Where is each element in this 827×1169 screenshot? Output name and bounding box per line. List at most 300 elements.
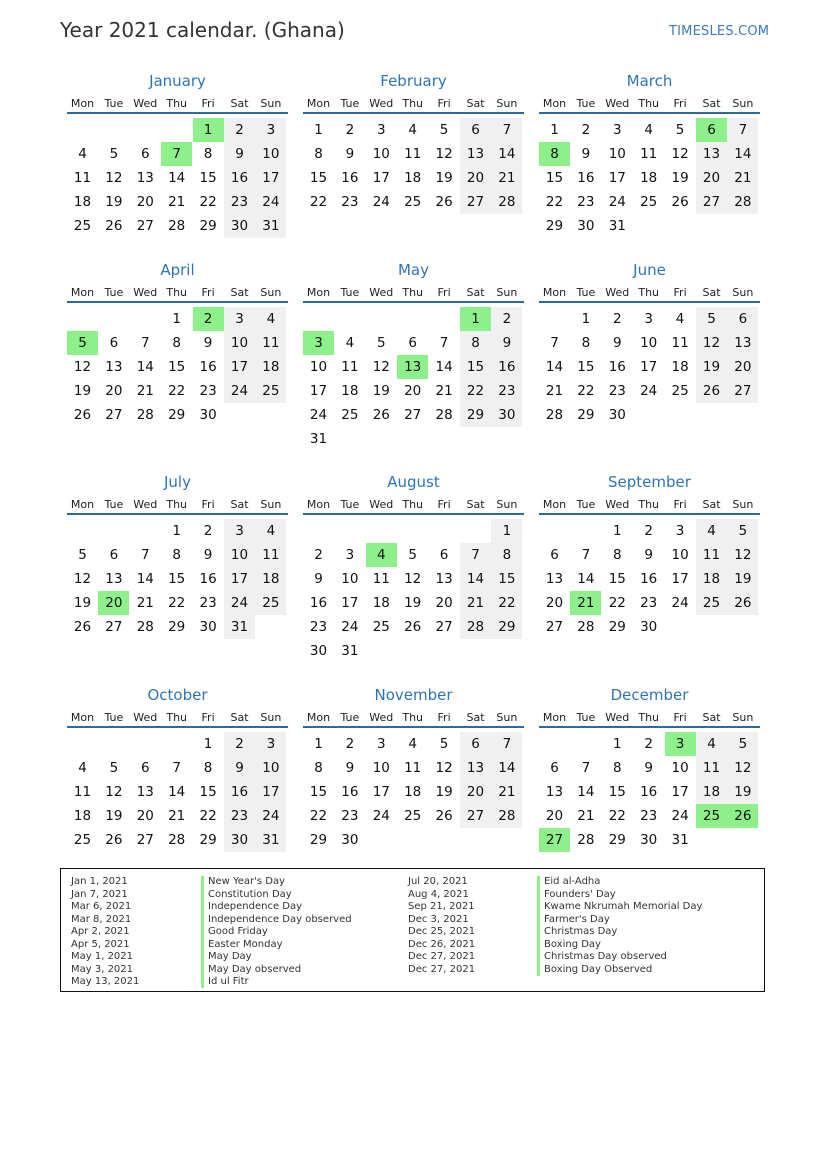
day-cell: 20: [136, 194, 154, 210]
day-cell: 23: [224, 190, 255, 214]
legend-name: Founders' Day: [544, 888, 616, 900]
day-cell: 31: [341, 643, 359, 659]
day-cell: 16: [199, 571, 217, 587]
day-cell: 24: [608, 194, 626, 210]
day-cell: 27: [105, 619, 123, 635]
day-cell: 8: [491, 543, 522, 567]
day-cell: 13: [545, 784, 564, 800]
day-cell: 17: [671, 571, 689, 587]
day-cell: 6: [109, 335, 119, 351]
day-cell: 5: [439, 122, 449, 138]
legend-date: May 13, 2021: [71, 976, 140, 987]
day-cell: 3: [303, 331, 334, 355]
day-cell: 18: [73, 194, 92, 210]
day-cell: 20: [404, 383, 422, 399]
day-cell: 25: [696, 804, 727, 828]
day-cell: 25: [341, 407, 359, 423]
day-cell: 28: [460, 615, 491, 639]
day-cell: 28: [491, 190, 522, 214]
day-cell: 18: [696, 780, 727, 804]
day-cell: 25: [404, 808, 422, 824]
day-cell: 21: [570, 591, 601, 615]
weekday-header: Sat: [702, 498, 721, 511]
legend-left-marker: [201, 876, 204, 988]
day-cell: 29: [168, 619, 186, 635]
legend-date: Dec 27, 2021: [408, 951, 476, 962]
day-cell: 11: [255, 543, 286, 567]
day-cell: 28: [168, 218, 186, 234]
legend-name: Id ul Fitr: [208, 976, 249, 987]
day-cell: 12: [696, 331, 727, 355]
day-cell: 23: [577, 194, 595, 210]
day-cell: 30: [577, 218, 595, 234]
day-cell: 13: [545, 571, 564, 587]
weekday-header: Sat: [702, 286, 721, 299]
weekday-header: Fri: [201, 97, 215, 110]
day-cell: 10: [341, 571, 359, 587]
day-cell: 15: [309, 170, 328, 186]
day-cell: 12: [727, 756, 758, 780]
day-cell: 12: [73, 571, 92, 587]
day-cell: 23: [309, 619, 328, 635]
legend-right-names: [544, 876, 702, 976]
day-cell: 10: [640, 335, 658, 351]
weekday-header: Sun: [496, 97, 518, 110]
day-cell: 19: [435, 170, 453, 186]
day-cell: 18: [255, 355, 286, 379]
day-cell: 2: [613, 311, 622, 327]
day-cell: 9: [345, 146, 355, 162]
day-cell: 30: [199, 619, 217, 635]
brand-link[interactable]: TIMESLES.COM: [669, 24, 770, 39]
day-cell: 13: [460, 756, 491, 780]
legend-name: Christmas Day observed: [544, 951, 667, 962]
day-cell: 7: [161, 142, 192, 166]
month-name: March: [626, 72, 673, 90]
day-cell: 12: [105, 784, 123, 800]
day-cell: 24: [309, 407, 328, 423]
day-cell: 11: [73, 170, 92, 186]
month-name: December: [610, 686, 689, 704]
month-rule: [539, 513, 760, 515]
legend-name: Easter Monday: [208, 938, 283, 950]
day-cell: 24: [671, 595, 689, 611]
day-cell: 1: [172, 523, 181, 539]
day-cell: 13: [136, 170, 154, 186]
weekday-header: Sat: [230, 711, 249, 724]
day-cell: 29: [460, 403, 491, 427]
weekday-header: Mon: [306, 97, 331, 110]
weekday-header: Fri: [437, 97, 451, 110]
day-cell: 14: [460, 567, 491, 591]
day-cell: 15: [460, 355, 491, 379]
day-cell: 9: [203, 547, 213, 563]
day-cell: 17: [341, 595, 359, 611]
day-cell: 2: [491, 307, 522, 331]
day-cell: 2: [345, 736, 355, 752]
day-cell: 29: [168, 407, 186, 423]
day-cell: 7: [491, 118, 522, 142]
day-cell: 20: [460, 166, 491, 190]
day-cell: 1: [314, 736, 323, 752]
legend-name: Eid al-Adha: [544, 876, 601, 887]
day-cell: 15: [608, 784, 626, 800]
day-cell: 3: [377, 736, 386, 752]
day-cell: 14: [435, 359, 453, 375]
day-cell: 12: [435, 760, 453, 776]
weekday-header: Thu: [638, 97, 660, 110]
day-cell: 15: [491, 567, 522, 591]
month-name: July: [164, 473, 191, 491]
day-cell: 11: [696, 756, 727, 780]
legend-name: Good Friday: [208, 926, 268, 937]
day-cell: 16: [199, 359, 217, 375]
day-cell: 4: [345, 335, 355, 351]
day-cell: 10: [671, 760, 689, 776]
month-name: September: [608, 473, 691, 491]
weekday-header: Thu: [402, 711, 424, 724]
day-cell: 15: [309, 784, 328, 800]
weekday-header: Wed: [605, 97, 630, 110]
day-cell: 20: [136, 808, 154, 824]
day-cell: 30: [640, 619, 658, 635]
day-cell: 13: [105, 571, 123, 587]
month-rule: [67, 301, 288, 303]
month-name: February: [380, 72, 447, 90]
day-cell: 26: [105, 832, 123, 848]
day-cell: 23: [491, 379, 522, 403]
legend-date: Apr 5, 2021: [71, 938, 130, 950]
day-cell: 16: [577, 170, 595, 186]
weekday-header: Wed: [605, 286, 630, 299]
day-cell: 9: [644, 760, 653, 776]
day-cell: 31: [671, 832, 689, 848]
day-cell: 2: [203, 523, 213, 539]
day-cell: 15: [168, 359, 186, 375]
weekday-header: Mon: [542, 711, 567, 724]
legend-name: New Year's Day: [208, 876, 286, 887]
legend-date: May 3, 2021: [71, 963, 134, 975]
weekday-header: Sun: [496, 286, 518, 299]
weekday-header: Mon: [306, 711, 331, 724]
day-cell: 22: [199, 808, 217, 824]
weekday-header: Tue: [104, 286, 124, 299]
day-cell: 9: [224, 142, 255, 166]
legend-name: Farmer's Day: [544, 913, 610, 925]
month-name: October: [147, 686, 208, 704]
day-cell: 23: [608, 383, 626, 399]
legend-date: Dec 26, 2021: [408, 938, 476, 950]
day-cell: 4: [696, 732, 727, 756]
weekday-header: Fri: [437, 286, 451, 299]
day-cell: 12: [372, 359, 390, 375]
day-cell: 10: [309, 359, 328, 375]
legend-date: Dec 25, 2021: [408, 926, 476, 937]
day-cell: 27: [727, 379, 758, 403]
day-cell: 26: [435, 194, 453, 210]
weekday-header: Tue: [576, 711, 596, 724]
weekday-header: Tue: [340, 97, 360, 110]
day-cell: 15: [545, 170, 564, 186]
day-cell: 17: [224, 567, 255, 591]
day-cell: 31: [224, 615, 255, 639]
day-cell: 17: [255, 780, 286, 804]
day-cell: 15: [577, 359, 595, 375]
day-cell: 29: [608, 619, 626, 635]
weekday-header: Wed: [605, 498, 630, 511]
month-name: May: [397, 261, 429, 279]
day-cell: 9: [581, 146, 591, 162]
weekday-header: Thu: [638, 498, 660, 511]
day-cell: 4: [366, 543, 397, 567]
month-rule: [67, 513, 288, 515]
day-cell: 30: [224, 828, 255, 852]
day-cell: 6: [408, 335, 417, 351]
weekday-header: Thu: [402, 498, 424, 511]
legend-name: Boxing Day Observed: [544, 963, 653, 975]
weekday-header: Thu: [402, 97, 424, 110]
day-cell: 1: [203, 736, 213, 752]
month-rule: [67, 112, 288, 114]
day-cell: 16: [224, 166, 255, 190]
day-cell: 8: [539, 142, 570, 166]
day-cell: 21: [727, 166, 758, 190]
month-rule: [303, 112, 524, 114]
day-cell: 5: [727, 519, 758, 543]
day-cell: 6: [460, 732, 491, 756]
day-cell: 14: [545, 359, 564, 375]
day-cell: 11: [404, 760, 422, 776]
day-cell: 5: [109, 146, 119, 162]
weekday-header: Fri: [437, 498, 451, 511]
day-cell: 11: [255, 331, 286, 355]
day-cell: 25: [255, 379, 286, 403]
day-cell: 8: [172, 547, 181, 563]
day-cell: 29: [199, 218, 217, 234]
weekday-header: Sun: [732, 286, 754, 299]
weekday-header: Thu: [166, 97, 188, 110]
day-cell: 29: [577, 407, 595, 423]
weekday-header: Sat: [702, 97, 721, 110]
day-cell: 1: [550, 122, 559, 138]
day-cell: 26: [671, 194, 689, 210]
day-cell: 18: [640, 170, 658, 186]
weekday-header: Thu: [638, 711, 660, 724]
weekday-header: Mon: [306, 498, 331, 511]
day-cell: 22: [608, 808, 626, 824]
day-cell: 20: [727, 355, 758, 379]
weekday-header: Sun: [260, 711, 282, 724]
day-cell: 11: [671, 335, 689, 351]
day-cell: 22: [168, 595, 186, 611]
day-cell: 4: [255, 307, 286, 331]
day-cell: 22: [309, 194, 328, 210]
weekday-header: Thu: [166, 286, 188, 299]
day-cell: 16: [309, 595, 328, 611]
day-cell: 8: [581, 335, 591, 351]
day-cell: 14: [136, 359, 154, 375]
day-cell: 7: [550, 335, 559, 351]
weekday-header: Sun: [732, 711, 754, 724]
day-cell: 27: [460, 190, 491, 214]
day-cell: 27: [460, 804, 491, 828]
day-cell: 5: [727, 732, 758, 756]
day-cell: 20: [545, 808, 564, 824]
legend-left-dates: [71, 876, 139, 989]
weekday-header: Tue: [340, 711, 360, 724]
day-cell: 12: [105, 170, 123, 186]
weekday-header: Sat: [466, 286, 485, 299]
weekday-header: Tue: [104, 97, 124, 110]
day-cell: 24: [671, 808, 689, 824]
day-cell: 19: [73, 595, 92, 611]
day-cell: 19: [105, 194, 123, 210]
day-cell: 9: [345, 760, 355, 776]
day-cell: 19: [727, 780, 758, 804]
day-cell: 29: [309, 832, 328, 848]
weekday-header: Fri: [437, 711, 451, 724]
day-cell: 23: [640, 595, 658, 611]
legend-date: Jan 1, 2021: [71, 876, 128, 887]
day-cell: 2: [345, 122, 355, 138]
month-name: November: [374, 686, 453, 704]
day-cell: 18: [404, 784, 422, 800]
day-cell: 20: [696, 166, 727, 190]
day-cell: 12: [404, 571, 422, 587]
day-cell: 27: [136, 832, 154, 848]
weekday-header: Wed: [369, 711, 394, 724]
day-cell: 14: [491, 756, 522, 780]
weekday-header: Fri: [201, 498, 215, 511]
day-cell: 11: [640, 146, 658, 162]
day-cell: 20: [460, 780, 491, 804]
weekday-header: Tue: [576, 498, 596, 511]
day-cell: 21: [577, 808, 595, 824]
day-cell: 2: [224, 118, 255, 142]
weekday-header: Thu: [166, 498, 188, 511]
day-cell: 1: [491, 519, 522, 543]
month-name: August: [387, 473, 440, 491]
day-cell: 6: [109, 547, 119, 563]
day-cell: 25: [671, 383, 689, 399]
day-cell: 28: [168, 832, 186, 848]
day-cell: 4: [78, 760, 87, 776]
day-cell: 4: [408, 736, 417, 752]
day-cell: 18: [372, 595, 390, 611]
day-cell: 3: [224, 519, 255, 543]
weekday-header: Fri: [201, 711, 215, 724]
day-cell: 26: [372, 407, 390, 423]
weekday-header: Wed: [369, 97, 394, 110]
day-cell: 6: [696, 118, 727, 142]
day-cell: 25: [73, 218, 92, 234]
day-cell: 23: [199, 595, 217, 611]
month-rule: [539, 112, 760, 114]
day-cell: 22: [199, 194, 217, 210]
day-cell: 21: [460, 591, 491, 615]
day-cell: 5: [109, 760, 119, 776]
weekday-header: Sat: [230, 286, 249, 299]
day-cell: 7: [727, 118, 758, 142]
day-cell: 4: [255, 519, 286, 543]
day-cell: 25: [73, 832, 92, 848]
day-cell: 19: [372, 383, 390, 399]
day-cell: 7: [491, 732, 522, 756]
weekday-header: Sat: [230, 97, 249, 110]
day-cell: 10: [224, 543, 255, 567]
day-cell: 19: [696, 355, 727, 379]
weekday-header: Sat: [466, 97, 485, 110]
weekday-header: Mon: [306, 286, 331, 299]
day-cell: 25: [696, 591, 727, 615]
weekday-header: Mon: [70, 498, 95, 511]
page-title: Year 2021 calendar. (Ghana): [60, 18, 345, 42]
weekday-header: Tue: [104, 711, 124, 724]
day-cell: 29: [491, 615, 522, 639]
day-cell: 24: [224, 591, 255, 615]
weekday-header: Wed: [133, 711, 158, 724]
day-cell: 9: [644, 547, 653, 563]
day-cell: 17: [372, 170, 390, 186]
day-cell: 7: [581, 760, 591, 776]
day-cell: 14: [727, 142, 758, 166]
day-cell: 19: [671, 170, 689, 186]
day-cell: 11: [341, 359, 359, 375]
month-rule: [303, 726, 524, 728]
day-cell: 21: [545, 383, 564, 399]
day-cell: 12: [671, 146, 689, 162]
day-cell: 13: [136, 784, 154, 800]
day-cell: 17: [309, 383, 328, 399]
day-cell: 16: [491, 355, 522, 379]
day-cell: 6: [550, 760, 559, 776]
day-cell: 6: [460, 118, 491, 142]
weekday-header: Tue: [340, 286, 360, 299]
day-cell: 10: [372, 146, 390, 162]
day-cell: 22: [309, 808, 328, 824]
weekday-header: Fri: [673, 498, 687, 511]
day-cell: 14: [577, 571, 595, 587]
day-cell: 7: [439, 335, 449, 351]
day-cell: 16: [640, 571, 658, 587]
holiday-legend: [60, 868, 765, 992]
weekday-header: Sat: [702, 711, 721, 724]
legend-name: Independence Day: [208, 901, 303, 912]
day-cell: 28: [577, 832, 595, 848]
day-cell: 4: [696, 519, 727, 543]
weekday-header: Mon: [542, 97, 567, 110]
day-cell: 9: [203, 335, 213, 351]
day-cell: 11: [696, 543, 727, 567]
day-cell: 24: [341, 619, 359, 635]
day-cell: 14: [168, 784, 186, 800]
day-cell: 1: [193, 118, 224, 142]
day-cell: 30: [640, 832, 658, 848]
day-cell: 24: [640, 383, 658, 399]
day-cell: 3: [255, 732, 286, 756]
weekday-header: Thu: [166, 711, 188, 724]
legend-right-marker: [537, 876, 540, 976]
day-cell: 5: [78, 547, 87, 563]
day-cell: 3: [613, 122, 622, 138]
day-cell: 10: [671, 547, 689, 563]
legend-name: Independence Day observed: [208, 913, 352, 925]
day-cell: 10: [255, 142, 286, 166]
month-name: January: [149, 72, 206, 90]
day-cell: 9: [491, 331, 522, 355]
day-cell: 15: [199, 784, 217, 800]
weekday-header: Thu: [402, 286, 424, 299]
